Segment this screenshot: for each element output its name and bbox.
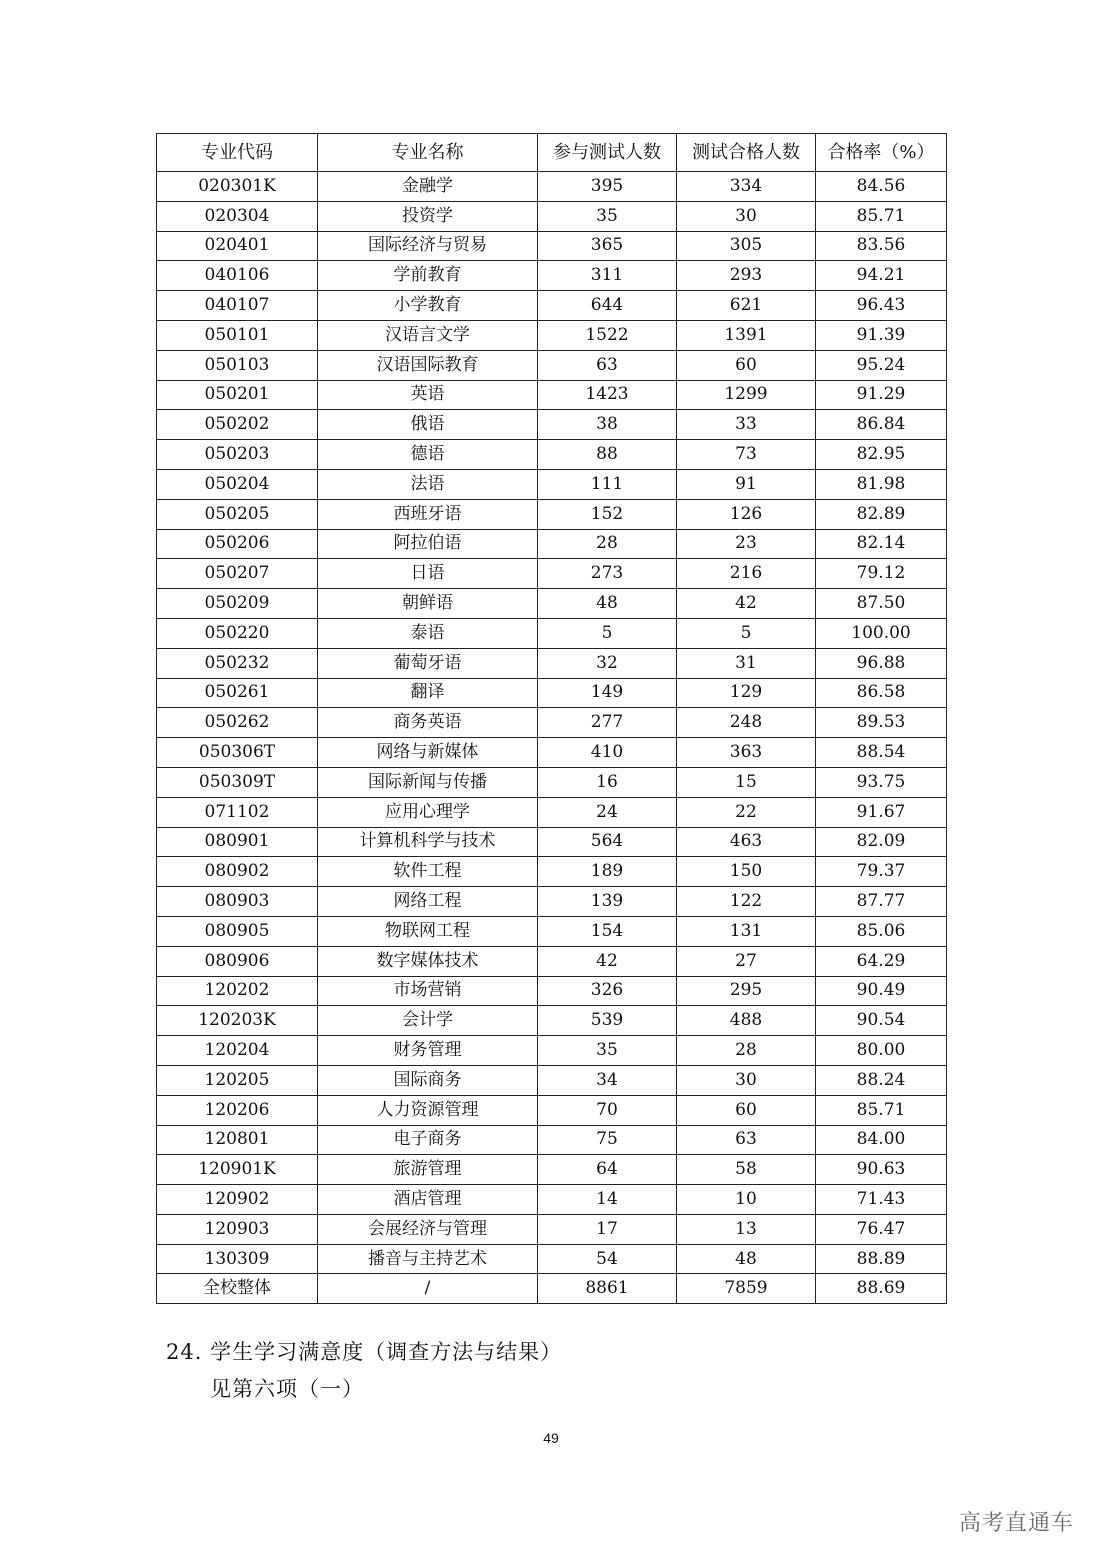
table-row (157, 201, 947, 231)
major-name-cell: 国际经济与贸易 (318, 231, 538, 261)
major-code-cell: 050232 (157, 648, 318, 678)
tested-count-cell: 1423 (538, 380, 677, 410)
major-code-cell: 050220 (157, 618, 318, 648)
passed-count-cell: 248 (677, 708, 816, 738)
table-row (157, 469, 947, 499)
passed-count-cell: 31 (677, 648, 816, 678)
watermark-logo: 高考直通车 (958, 1511, 1074, 1536)
pass-rate-cell: 89.53 (816, 708, 947, 738)
major-name-cell: 朝鲜语 (318, 589, 538, 619)
tested-count-cell: 16 (538, 767, 677, 797)
passed-count-cell: 150 (677, 857, 816, 887)
passed-count-cell: 91 (677, 469, 816, 499)
major-name-cell: 国际新闻与传播 (318, 767, 538, 797)
header-pass-rate: 合格率（%） (816, 134, 947, 172)
major-code-cell: 120801 (157, 1125, 318, 1155)
header-major-code: 专业代码 (157, 134, 318, 172)
major-name-cell: 计算机科学与技术 (318, 827, 538, 857)
major-code-cell: 020401 (157, 231, 318, 261)
passed-count-cell: 22 (677, 797, 816, 827)
table-row (157, 559, 947, 589)
pass-rate-cell: 81.98 (816, 469, 947, 499)
major-code-cell: 120203K (157, 1006, 318, 1036)
passed-count-cell: 60 (677, 350, 816, 380)
table-row (157, 767, 947, 797)
pass-rate-cell: 71.43 (816, 1185, 947, 1215)
page-number: 49 (543, 1430, 559, 1446)
major-code-cell: 020304 (157, 201, 318, 231)
major-name-cell: 德语 (318, 440, 538, 470)
passed-count-cell: 295 (677, 976, 816, 1006)
passed-count-cell: 28 (677, 1036, 816, 1066)
tested-count-cell: 139 (538, 887, 677, 917)
table-row (157, 1125, 947, 1155)
pass-rate-table (156, 133, 947, 1304)
tested-count-cell: 644 (538, 291, 677, 321)
major-name-cell: 应用心理学 (318, 797, 538, 827)
pass-rate-cell: 82.09 (816, 827, 947, 857)
tested-count-cell: 38 (538, 410, 677, 440)
table-row (157, 916, 947, 946)
passed-count-cell: 15 (677, 767, 816, 797)
passed-count-cell: 27 (677, 946, 816, 976)
pass-rate-cell: 85.06 (816, 916, 947, 946)
major-name-cell: 法语 (318, 469, 538, 499)
major-code-cell: 050202 (157, 410, 318, 440)
table-row (157, 738, 947, 768)
major-code-cell: 120901K (157, 1155, 318, 1185)
major-code-cell: 120206 (157, 1095, 318, 1125)
major-name-cell: 汉语国际教育 (318, 350, 538, 380)
table-row (157, 499, 947, 529)
table-row (157, 946, 947, 976)
pass-rate-cell: 86.58 (816, 678, 947, 708)
passed-count-cell: 122 (677, 887, 816, 917)
table-row (157, 589, 947, 619)
pass-rate-cell: 85.71 (816, 1095, 947, 1125)
header-passed-count: 测试合格人数 (677, 134, 816, 172)
passed-count-cell: 5 (677, 618, 816, 648)
passed-count-cell: 42 (677, 589, 816, 619)
pass-rate-cell: 79.37 (816, 857, 947, 887)
header-tested-count: 参与测试人数 (538, 134, 677, 172)
passed-count-cell: 1391 (677, 320, 816, 350)
passed-count-cell: 334 (677, 172, 816, 202)
major-name-cell: 旅游管理 (318, 1155, 538, 1185)
tested-count-cell: 42 (538, 946, 677, 976)
pass-rate-cell: 90.54 (816, 1006, 947, 1036)
major-code-cell: 130309 (157, 1244, 318, 1274)
pass-rate-cell: 88.89 (816, 1244, 947, 1274)
major-code-cell: 全校整体 (157, 1274, 318, 1304)
table-row (157, 291, 947, 321)
pass-rate-cell: 82.95 (816, 440, 947, 470)
passed-count-cell: 10 (677, 1185, 816, 1215)
passed-count-cell: 7859 (677, 1274, 816, 1304)
passed-count-cell: 63 (677, 1125, 816, 1155)
major-name-cell: 软件工程 (318, 857, 538, 887)
major-code-cell: 040106 (157, 261, 318, 291)
major-code-cell: 050205 (157, 499, 318, 529)
passed-count-cell: 30 (677, 201, 816, 231)
table-row (157, 1036, 947, 1066)
table-row (157, 708, 947, 738)
tested-count-cell: 24 (538, 797, 677, 827)
major-code-cell: 040107 (157, 291, 318, 321)
pass-rate-cell: 100.00 (816, 618, 947, 648)
table-row (157, 350, 947, 380)
major-code-cell: 120903 (157, 1214, 318, 1244)
tested-count-cell: 326 (538, 976, 677, 1006)
pass-rate-cell: 82.89 (816, 499, 947, 529)
major-code-cell: 080906 (157, 946, 318, 976)
pass-rate-cell: 88.54 (816, 738, 947, 768)
section-body: 见第六项（一） (210, 1377, 364, 1401)
pass-rate-cell: 83.56 (816, 231, 947, 261)
table-row (157, 678, 947, 708)
major-name-cell: 葡萄牙语 (318, 648, 538, 678)
tested-count-cell: 152 (538, 499, 677, 529)
pass-rate-cell: 84.00 (816, 1125, 947, 1155)
tested-count-cell: 149 (538, 678, 677, 708)
major-name-cell: 西班牙语 (318, 499, 538, 529)
major-code-cell: 050261 (157, 678, 318, 708)
passed-count-cell: 73 (677, 440, 816, 470)
table-row (157, 1065, 947, 1095)
table-row (157, 976, 947, 1006)
tested-count-cell: 564 (538, 827, 677, 857)
tested-count-cell: 63 (538, 350, 677, 380)
pass-rate-cell: 64.29 (816, 946, 947, 976)
major-name-cell: 会计学 (318, 1006, 538, 1036)
major-code-cell: 071102 (157, 797, 318, 827)
table-row (157, 320, 947, 350)
major-name-cell: 酒店管理 (318, 1185, 538, 1215)
tested-count-cell: 64 (538, 1155, 677, 1185)
pass-rate-cell: 91.67 (816, 797, 947, 827)
major-code-cell: 050101 (157, 320, 318, 350)
tested-count-cell: 154 (538, 916, 677, 946)
table-row (157, 1274, 947, 1304)
tested-count-cell: 70 (538, 1095, 677, 1125)
major-code-cell: 080905 (157, 916, 318, 946)
passed-count-cell: 58 (677, 1155, 816, 1185)
table-row (157, 529, 947, 559)
major-code-cell: 050262 (157, 708, 318, 738)
major-code-cell: 080903 (157, 887, 318, 917)
tested-count-cell: 365 (538, 231, 677, 261)
pass-rate-cell: 79.12 (816, 559, 947, 589)
pass-rate-cell: 91.29 (816, 380, 947, 410)
table-row (157, 618, 947, 648)
table-row (157, 887, 947, 917)
tested-count-cell: 277 (538, 708, 677, 738)
tested-count-cell: 17 (538, 1214, 677, 1244)
table-row (157, 648, 947, 678)
tested-count-cell: 395 (538, 172, 677, 202)
major-name-cell: 翻译 (318, 678, 538, 708)
passed-count-cell: 129 (677, 678, 816, 708)
passed-count-cell: 13 (677, 1214, 816, 1244)
tested-count-cell: 8861 (538, 1274, 677, 1304)
passed-count-cell: 30 (677, 1065, 816, 1095)
tested-count-cell: 34 (538, 1065, 677, 1095)
major-name-cell: 汉语言文学 (318, 320, 538, 350)
tested-count-cell: 35 (538, 201, 677, 231)
table-row (157, 857, 947, 887)
major-name-cell: 阿拉伯语 (318, 529, 538, 559)
major-name-cell: 小学教育 (318, 291, 538, 321)
pass-rate-cell: 90.49 (816, 976, 947, 1006)
tested-count-cell: 5 (538, 618, 677, 648)
passed-count-cell: 488 (677, 1006, 816, 1036)
passed-count-cell: 463 (677, 827, 816, 857)
major-name-cell: 播音与主持艺术 (318, 1244, 538, 1274)
major-code-cell: 120204 (157, 1036, 318, 1066)
table-row (157, 1006, 947, 1036)
major-name-cell: 物联网工程 (318, 916, 538, 946)
major-code-cell: 050204 (157, 469, 318, 499)
table-row (157, 410, 947, 440)
table-row (157, 440, 947, 470)
table-row (157, 797, 947, 827)
tested-count-cell: 1522 (538, 320, 677, 350)
major-name-cell: 市场营销 (318, 976, 538, 1006)
tested-count-cell: 410 (538, 738, 677, 768)
pass-rate-cell: 82.14 (816, 529, 947, 559)
passed-count-cell: 293 (677, 261, 816, 291)
passed-count-cell: 33 (677, 410, 816, 440)
major-name-cell: 商务英语 (318, 708, 538, 738)
major-name-cell: 数字媒体技术 (318, 946, 538, 976)
tested-count-cell: 75 (538, 1125, 677, 1155)
pass-rate-cell: 95.24 (816, 350, 947, 380)
pass-rate-cell: 96.88 (816, 648, 947, 678)
major-code-cell: 120205 (157, 1065, 318, 1095)
table-row (157, 231, 947, 261)
tested-count-cell: 273 (538, 559, 677, 589)
passed-count-cell: 1299 (677, 380, 816, 410)
tested-count-cell: 48 (538, 589, 677, 619)
major-name-cell: 投资学 (318, 201, 538, 231)
major-name-cell: 财务管理 (318, 1036, 538, 1066)
pass-rate-cell: 93.75 (816, 767, 947, 797)
major-name-cell: 网络与新媒体 (318, 738, 538, 768)
tested-count-cell: 32 (538, 648, 677, 678)
major-code-cell: 080902 (157, 857, 318, 887)
tested-count-cell: 14 (538, 1185, 677, 1215)
major-code-cell: 020301K (157, 172, 318, 202)
pass-rate-cell: 87.77 (816, 887, 947, 917)
pass-rate-cell: 90.63 (816, 1155, 947, 1185)
passed-count-cell: 216 (677, 559, 816, 589)
major-code-cell: 120902 (157, 1185, 318, 1215)
pass-rate-cell: 88.24 (816, 1065, 947, 1095)
major-name-cell: 学前教育 (318, 261, 538, 291)
table-row (157, 1185, 947, 1215)
major-code-cell: 080901 (157, 827, 318, 857)
major-code-cell: 050206 (157, 529, 318, 559)
section-heading: 24. 学生学习满意度（调查方法与结果） (166, 1340, 563, 1364)
tested-count-cell: 88 (538, 440, 677, 470)
pass-rate-cell: 85.71 (816, 201, 947, 231)
table-row (157, 1244, 947, 1274)
pass-rate-cell: 94.21 (816, 261, 947, 291)
passed-count-cell: 621 (677, 291, 816, 321)
tested-count-cell: 35 (538, 1036, 677, 1066)
header-major-name: 专业名称 (318, 134, 538, 172)
passed-count-cell: 60 (677, 1095, 816, 1125)
major-name-cell: / (318, 1274, 538, 1304)
major-name-cell: 电子商务 (318, 1125, 538, 1155)
pass-rate-cell: 91.39 (816, 320, 947, 350)
tested-count-cell: 539 (538, 1006, 677, 1036)
passed-count-cell: 363 (677, 738, 816, 768)
pass-rate-cell: 86.84 (816, 410, 947, 440)
major-name-cell: 会展经济与管理 (318, 1214, 538, 1244)
major-name-cell: 日语 (318, 559, 538, 589)
major-name-cell: 金融学 (318, 172, 538, 202)
major-code-cell: 050306T (157, 738, 318, 768)
major-name-cell: 人力资源管理 (318, 1095, 538, 1125)
major-name-cell: 国际商务 (318, 1065, 538, 1095)
tested-count-cell: 111 (538, 469, 677, 499)
pass-rate-cell: 96.43 (816, 291, 947, 321)
pass-rate-cell: 88.69 (816, 1274, 947, 1304)
pass-rate-cell: 76.47 (816, 1214, 947, 1244)
major-code-cell: 050309T (157, 767, 318, 797)
major-name-cell: 网络工程 (318, 887, 538, 917)
passed-count-cell: 126 (677, 499, 816, 529)
pass-rate-cell: 84.56 (816, 172, 947, 202)
table-header-row (157, 134, 947, 172)
passed-count-cell: 131 (677, 916, 816, 946)
major-code-cell: 050203 (157, 440, 318, 470)
table-row (157, 1155, 947, 1185)
passed-count-cell: 23 (677, 529, 816, 559)
tested-count-cell: 54 (538, 1244, 677, 1274)
table-row (157, 172, 947, 202)
passed-count-cell: 305 (677, 231, 816, 261)
major-code-cell: 050207 (157, 559, 318, 589)
major-name-cell: 英语 (318, 380, 538, 410)
major-code-cell: 050103 (157, 350, 318, 380)
table-row (157, 261, 947, 291)
table-row (157, 380, 947, 410)
major-name-cell: 俄语 (318, 410, 538, 440)
pass-rate-cell: 87.50 (816, 589, 947, 619)
pass-rate-cell: 80.00 (816, 1036, 947, 1066)
passed-count-cell: 48 (677, 1244, 816, 1274)
tested-count-cell: 311 (538, 261, 677, 291)
table-row (157, 827, 947, 857)
major-code-cell: 050209 (157, 589, 318, 619)
table-row (157, 1095, 947, 1125)
major-code-cell: 120202 (157, 976, 318, 1006)
tested-count-cell: 189 (538, 857, 677, 887)
table-row (157, 1214, 947, 1244)
tested-count-cell: 28 (538, 529, 677, 559)
major-name-cell: 泰语 (318, 618, 538, 648)
major-code-cell: 050201 (157, 380, 318, 410)
